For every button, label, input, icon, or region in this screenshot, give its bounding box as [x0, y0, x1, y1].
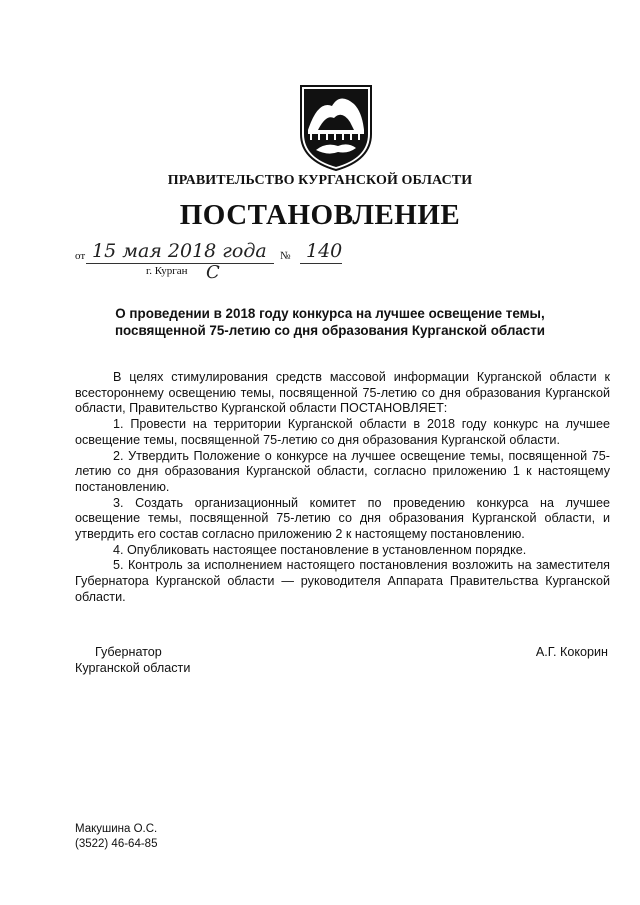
signatory-name: А.Г. Кокорин	[535, 645, 608, 659]
organization-title: ПРАВИТЕЛЬСТВО КУРГАНСКОЙ ОБЛАСТИ	[167, 173, 473, 188]
document-subject	[100, 305, 560, 339]
signatory-title	[75, 645, 190, 676]
handwritten-number: 140	[306, 240, 343, 262]
body-paragraph-5: 5. Контроль за исполнением настоящего постановления возложить на заместителя Губернатора Курганской области — руководителя Аппарата Правительства Курганской области.	[75, 558, 610, 604]
document-type-title: ПОСТАНОВЛЕНИЕ	[179, 199, 461, 231]
document-body	[75, 370, 610, 606]
executor-block	[75, 822, 157, 852]
date-underline	[86, 263, 274, 264]
date-prefix-label: от	[75, 250, 86, 262]
city-label: г. Курган	[146, 265, 188, 277]
body-paragraph-4: 4. Опубликовать настоящее постановление в установленном порядке.	[113, 542, 527, 557]
handwritten-date: 15 мая 2018 года	[92, 240, 267, 262]
subject-line-1: О проведении в 2018 году конкурса на лучшее освещение темы,	[115, 306, 545, 321]
executor-phone: (3522) 46-64-85	[75, 838, 158, 850]
signatory-title-line-2: Курганской области	[75, 660, 191, 675]
body-paragraph-3: 3. Создать организационный комитет по проведению конкурса на лучшее освещение темы, посвященной 75-летию со дня образования Курганской области, и утвердить его состав согласно приложению 2 к настоящему постановлению.	[75, 495, 610, 542]
body-paragraph-1: 1. Провести на территории Курганской области в 2018 году конкурс на лучшее освещение темы, посвященной 75-летию со дня образования Курганской области.	[75, 417, 610, 447]
number-prefix-label: №	[280, 250, 291, 262]
signatory-title-line-1: Губернатор	[95, 645, 162, 659]
subject-line-2: посвященной 75-летию со дня образования Курганской области	[114, 323, 546, 338]
body-paragraph-2: 2. Утвердить Положение о конкурсе на лучшее освещение темы, посвященной 75-летию со дня образования Курганской области, согласно приложению 1 к настоящему постановлению.	[75, 448, 610, 494]
body-paragraph-intro: В целях стимулирования средств массовой информации Курганской области к всестороннему освещению темы, посвященной 75-летию со дня образования Курганской области, Правительство Курганской области ПОСТАНОВЛЯЕТ:	[75, 370, 610, 416]
coat-of-arms-icon	[296, 82, 376, 172]
handwritten-mark: С	[206, 262, 220, 283]
number-underline	[300, 263, 342, 264]
executor-name: Макушина О.С.	[75, 823, 158, 835]
